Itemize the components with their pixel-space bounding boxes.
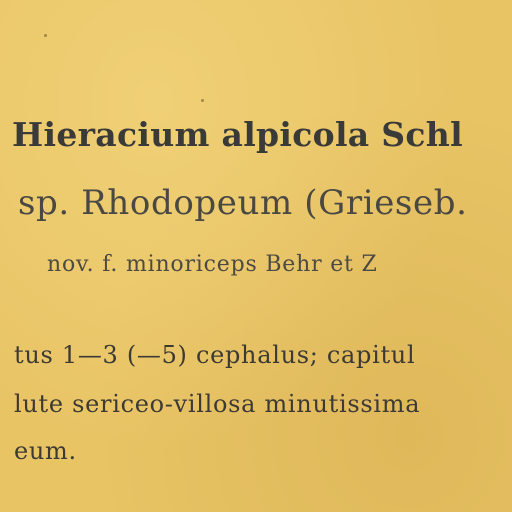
description-line-1: tus 1—3 (—5) cephalus; capitul	[14, 341, 416, 369]
paper-speck	[44, 34, 47, 37]
paper-speck	[201, 99, 204, 102]
subspecies-line: sp. Rhodopeum (Grieseb.	[18, 183, 468, 223]
forma-line: nov. f. minoriceps Behr et Z	[47, 252, 378, 277]
description-line-3: eum.	[14, 437, 77, 465]
species-title: Hieracium alpicola Schl	[12, 115, 463, 154]
description-line-2: lute sericeo-villosa minutissima	[14, 390, 421, 418]
